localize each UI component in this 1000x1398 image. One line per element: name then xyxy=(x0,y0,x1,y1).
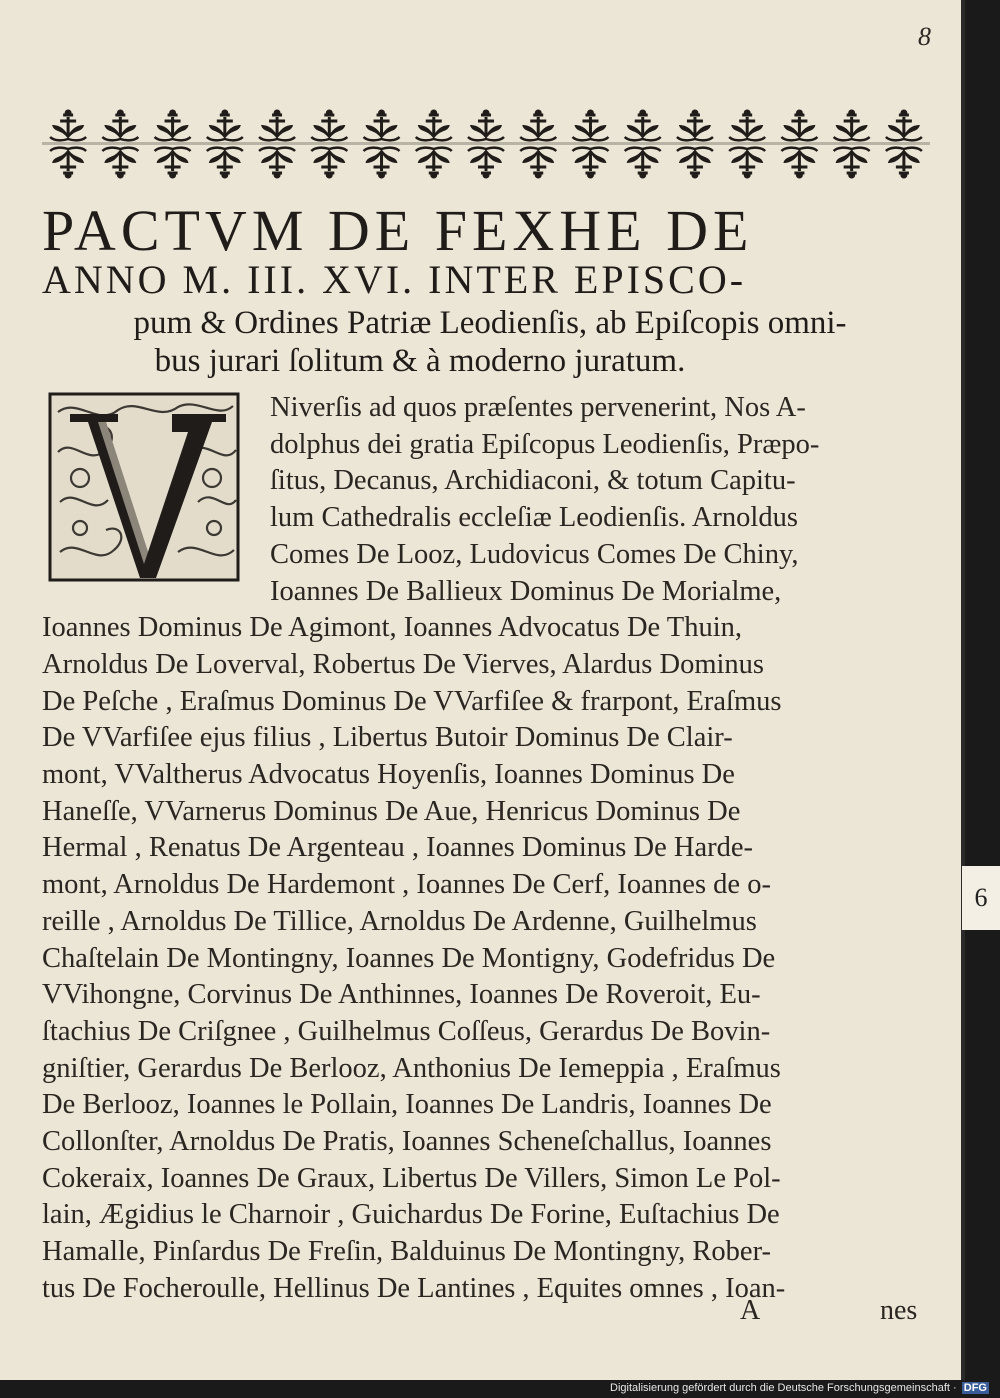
signature-mark: A xyxy=(740,1295,761,1326)
body-line: ſitus, Decanus, Archidiaconi, & totum Capitu- xyxy=(270,465,796,497)
body-line: Hamalle, Pinſardus De Freſin, Balduinus De Montingny, Rober- xyxy=(42,1236,771,1268)
digitization-footer xyxy=(610,1382,989,1394)
body-line: Arnoldus De Loverval, Robertus De Vierves, Alardus Dominus xyxy=(42,648,765,680)
body-line: lum Cathedralis eccleſiæ Leodienſis. Arnoldus xyxy=(270,502,798,534)
body-line: Comes De Looz, Ludovicus Comes De Chiny, xyxy=(270,538,799,570)
title-line-1: PACTVM DE FEXHE DE xyxy=(42,198,754,263)
body-line: lain, Ægidius le Charnoir , Guichardus De Forine, Euſtachius De xyxy=(42,1199,780,1231)
title-line-4: bus jurari ſolitum & à moderno juratum. xyxy=(154,343,686,379)
body-text xyxy=(42,390,930,1308)
footer-text: Digitalisierung gefördert durch die Deutsche Forschungsgemeinschaft · xyxy=(610,1382,957,1394)
body-line: gniſtier, Gerardus De Berlooz, Anthonius De Iemeppia , Eraſmus xyxy=(42,1052,781,1084)
body-line: mont, Arnoldus De Hardemont , Ioannes De Cerf, Ioannes de o- xyxy=(42,869,771,901)
body-line: Ioannes De Ballieux Dominus De Morialme, xyxy=(270,575,782,607)
body-line: Cokeraix, Ioannes De Graux, Libertus De Villers, Simon Le Pol- xyxy=(42,1162,781,1194)
body-line: reille , Arnoldus De Tillice, Arnoldus De Ardenne, Guilhelmus xyxy=(42,905,757,937)
dfg-logo: DFG xyxy=(963,1382,987,1394)
body-line: Collonſter, Arnoldus De Pratis, Ioannes Scheneſchallus, Ioannes xyxy=(42,1126,772,1158)
body-line: Haneſſe, VVarnerus Dominus De Aue, Henricus Dominus De xyxy=(42,795,741,827)
body-line: Hermal , Renatus De Argenteau , Ioannes Dominus De Harde- xyxy=(42,832,753,864)
body-line: VVihongne, Corvinus De Anthinnes, Ioannes De Roveroit, Eu- xyxy=(42,979,761,1011)
body-line: De VVarfiſee ejus filius , Libertus Butoir Dominus De Clair- xyxy=(42,722,733,754)
body-line: Niverſis ad quos præſentes pervenerint, Nos A- xyxy=(270,392,806,423)
body-line: dolphus dei gratia Epiſcopus Leodienſis, Præpo- xyxy=(270,428,820,460)
body-line: De Peſche , Eraſmus Dominus De VVarfiſee & frarpont, Eraſmus xyxy=(42,685,782,717)
body-line: tus De Focheroulle, Hellinus De Lantines , Equites omnes , Ioan- xyxy=(42,1272,786,1304)
floral-border-icon xyxy=(42,105,930,185)
page-number: 8 xyxy=(918,22,931,51)
body-line: Chaſtelain De Montingny, Ioannes De Montigny, Godefridus De xyxy=(42,942,776,974)
body-line: De Berlooz, Ioannes le Pollain, Ioannes De Landris, Ioannes De xyxy=(42,1089,772,1121)
title-line-3: pum & Ordines Patriæ Leodienſis, ab Epiſcopis omni- xyxy=(133,305,847,341)
title-line-2: ANNO M. III. XVI. INTER EPISCO- xyxy=(42,257,747,302)
catchword: nes xyxy=(880,1295,918,1326)
body-line: ſtachius De Criſgnee , Guilhelmus Coſſeus, Gerardus De Bovin- xyxy=(42,1015,771,1047)
body-line: Ioannes Dominus De Agimont, Ioannes Advocatus De Thuin, xyxy=(42,612,743,644)
side-tab-marker: 6 xyxy=(962,866,1000,930)
body-line: mont, VValtherus Advocatus Hoyenſis, Ioannes Dominus De xyxy=(42,759,735,791)
